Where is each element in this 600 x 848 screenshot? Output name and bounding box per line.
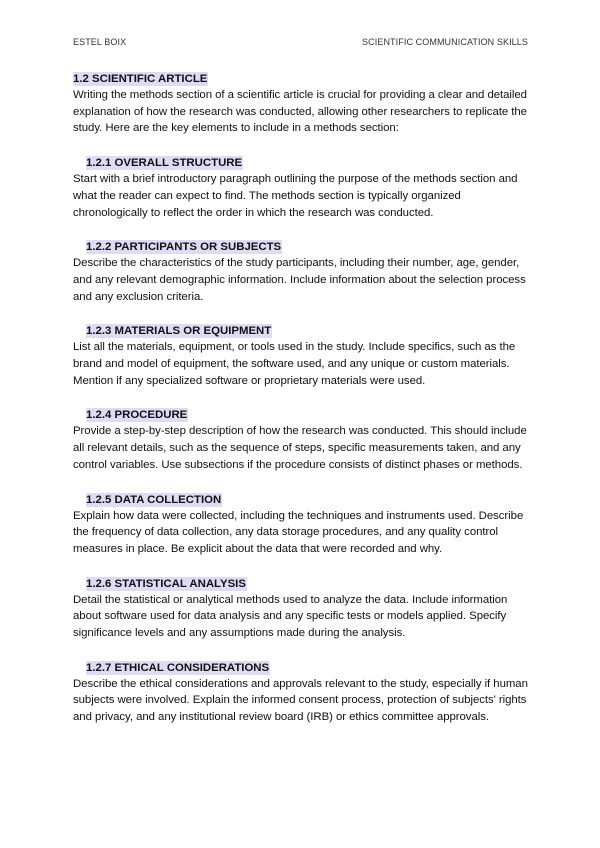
subsection-title: 1.2.1 OVERALL STRUCTURE	[86, 157, 243, 170]
subsection-procedure	[73, 406, 533, 473]
running-header	[73, 37, 528, 49]
subsection-paragraph: Explain how data were collected, including the techniques and instruments used. Describe the frequency of data collection, any data storage procedures, and any quality control measures in place. Be explicit about the data that were recorded and why.	[73, 509, 524, 555]
subsection-title: 1.2.2 PARTICIPANTS OR SUBJECTS	[86, 241, 282, 254]
document-body	[73, 70, 533, 726]
subsection-data-collection	[73, 491, 533, 558]
subsection-paragraph: Describe the characteristics of the study participants, including their number, age, gender, and any relevant demographic information. Include information about the selection process and any exclusion criteria.	[73, 257, 526, 303]
header-course-title: SCIENTIFIC COMMUNICATION SKILLS	[362, 37, 528, 47]
subsection-overall-structure	[73, 154, 533, 221]
subsection-participants	[73, 238, 533, 305]
subsection-paragraph: Describe the ethical considerations and approvals relevant to the study, especially if human subjects were involved. Explain the informed consent process, protection of subjects' rights and privacy, and any institutional review board (IRB) or ethics committee approvals.	[73, 677, 528, 724]
section-intro-paragraph: Writing the methods section of a scientific article is crucial for providing a clear and detailed explanation of how the research was conducted, allowing other researchers to replicate the study. Here are the key elements to include in a methods section:	[73, 89, 527, 135]
subsection-title: 1.2.7 ETHICAL CONSIDERATIONS	[86, 661, 270, 674]
section-heading-block	[73, 70, 533, 86]
subsection-title: 1.2.3 MATERIALS OR EQUIPMENT	[86, 325, 272, 338]
subsection-paragraph: List all the materials, equipment, or tools used in the study. Include specifics, such as the brand and model of equipment, the software used, and any unique or custom materials. Mention if any specialized software or proprietary materials were used.	[73, 341, 516, 387]
subsection-paragraph: Provide a step-by-step description of how the research was conducted. This should include all relevant details, such as the sequence of steps, specific measurements taken, and any control variables. Use subsections if the procedure consists of distinct phases or methods.	[73, 425, 527, 471]
header-author: ESTEL BOIX	[73, 37, 127, 47]
section-title: 1.2 SCIENTIFIC ARTICLE	[73, 73, 208, 85]
subsection-title: 1.2.6 STATISTICAL ANALYSIS	[86, 577, 246, 590]
subsection-paragraph: Detail the statistical or analytical methods used to analyze the data. Include information about software used for data analysis and any specific tests or models applied. Specify significance levels and any assumptions made during the analysis.	[73, 593, 508, 640]
subsection-statistical-analysis	[73, 575, 533, 642]
subsection-title: 1.2.5 DATA COLLECTION	[86, 493, 222, 506]
subsection-title: 1.2.4 PROCEDURE	[86, 409, 188, 422]
subsection-ethical-considerations	[73, 659, 533, 726]
subsection-materials	[73, 322, 533, 389]
subsection-paragraph: Start with a brief introductory paragraph outlining the purpose of the methods section and what the reader can expect to find. The methods section is typically organized chronologically to reflect the order in which the research was conducted.	[73, 173, 518, 219]
